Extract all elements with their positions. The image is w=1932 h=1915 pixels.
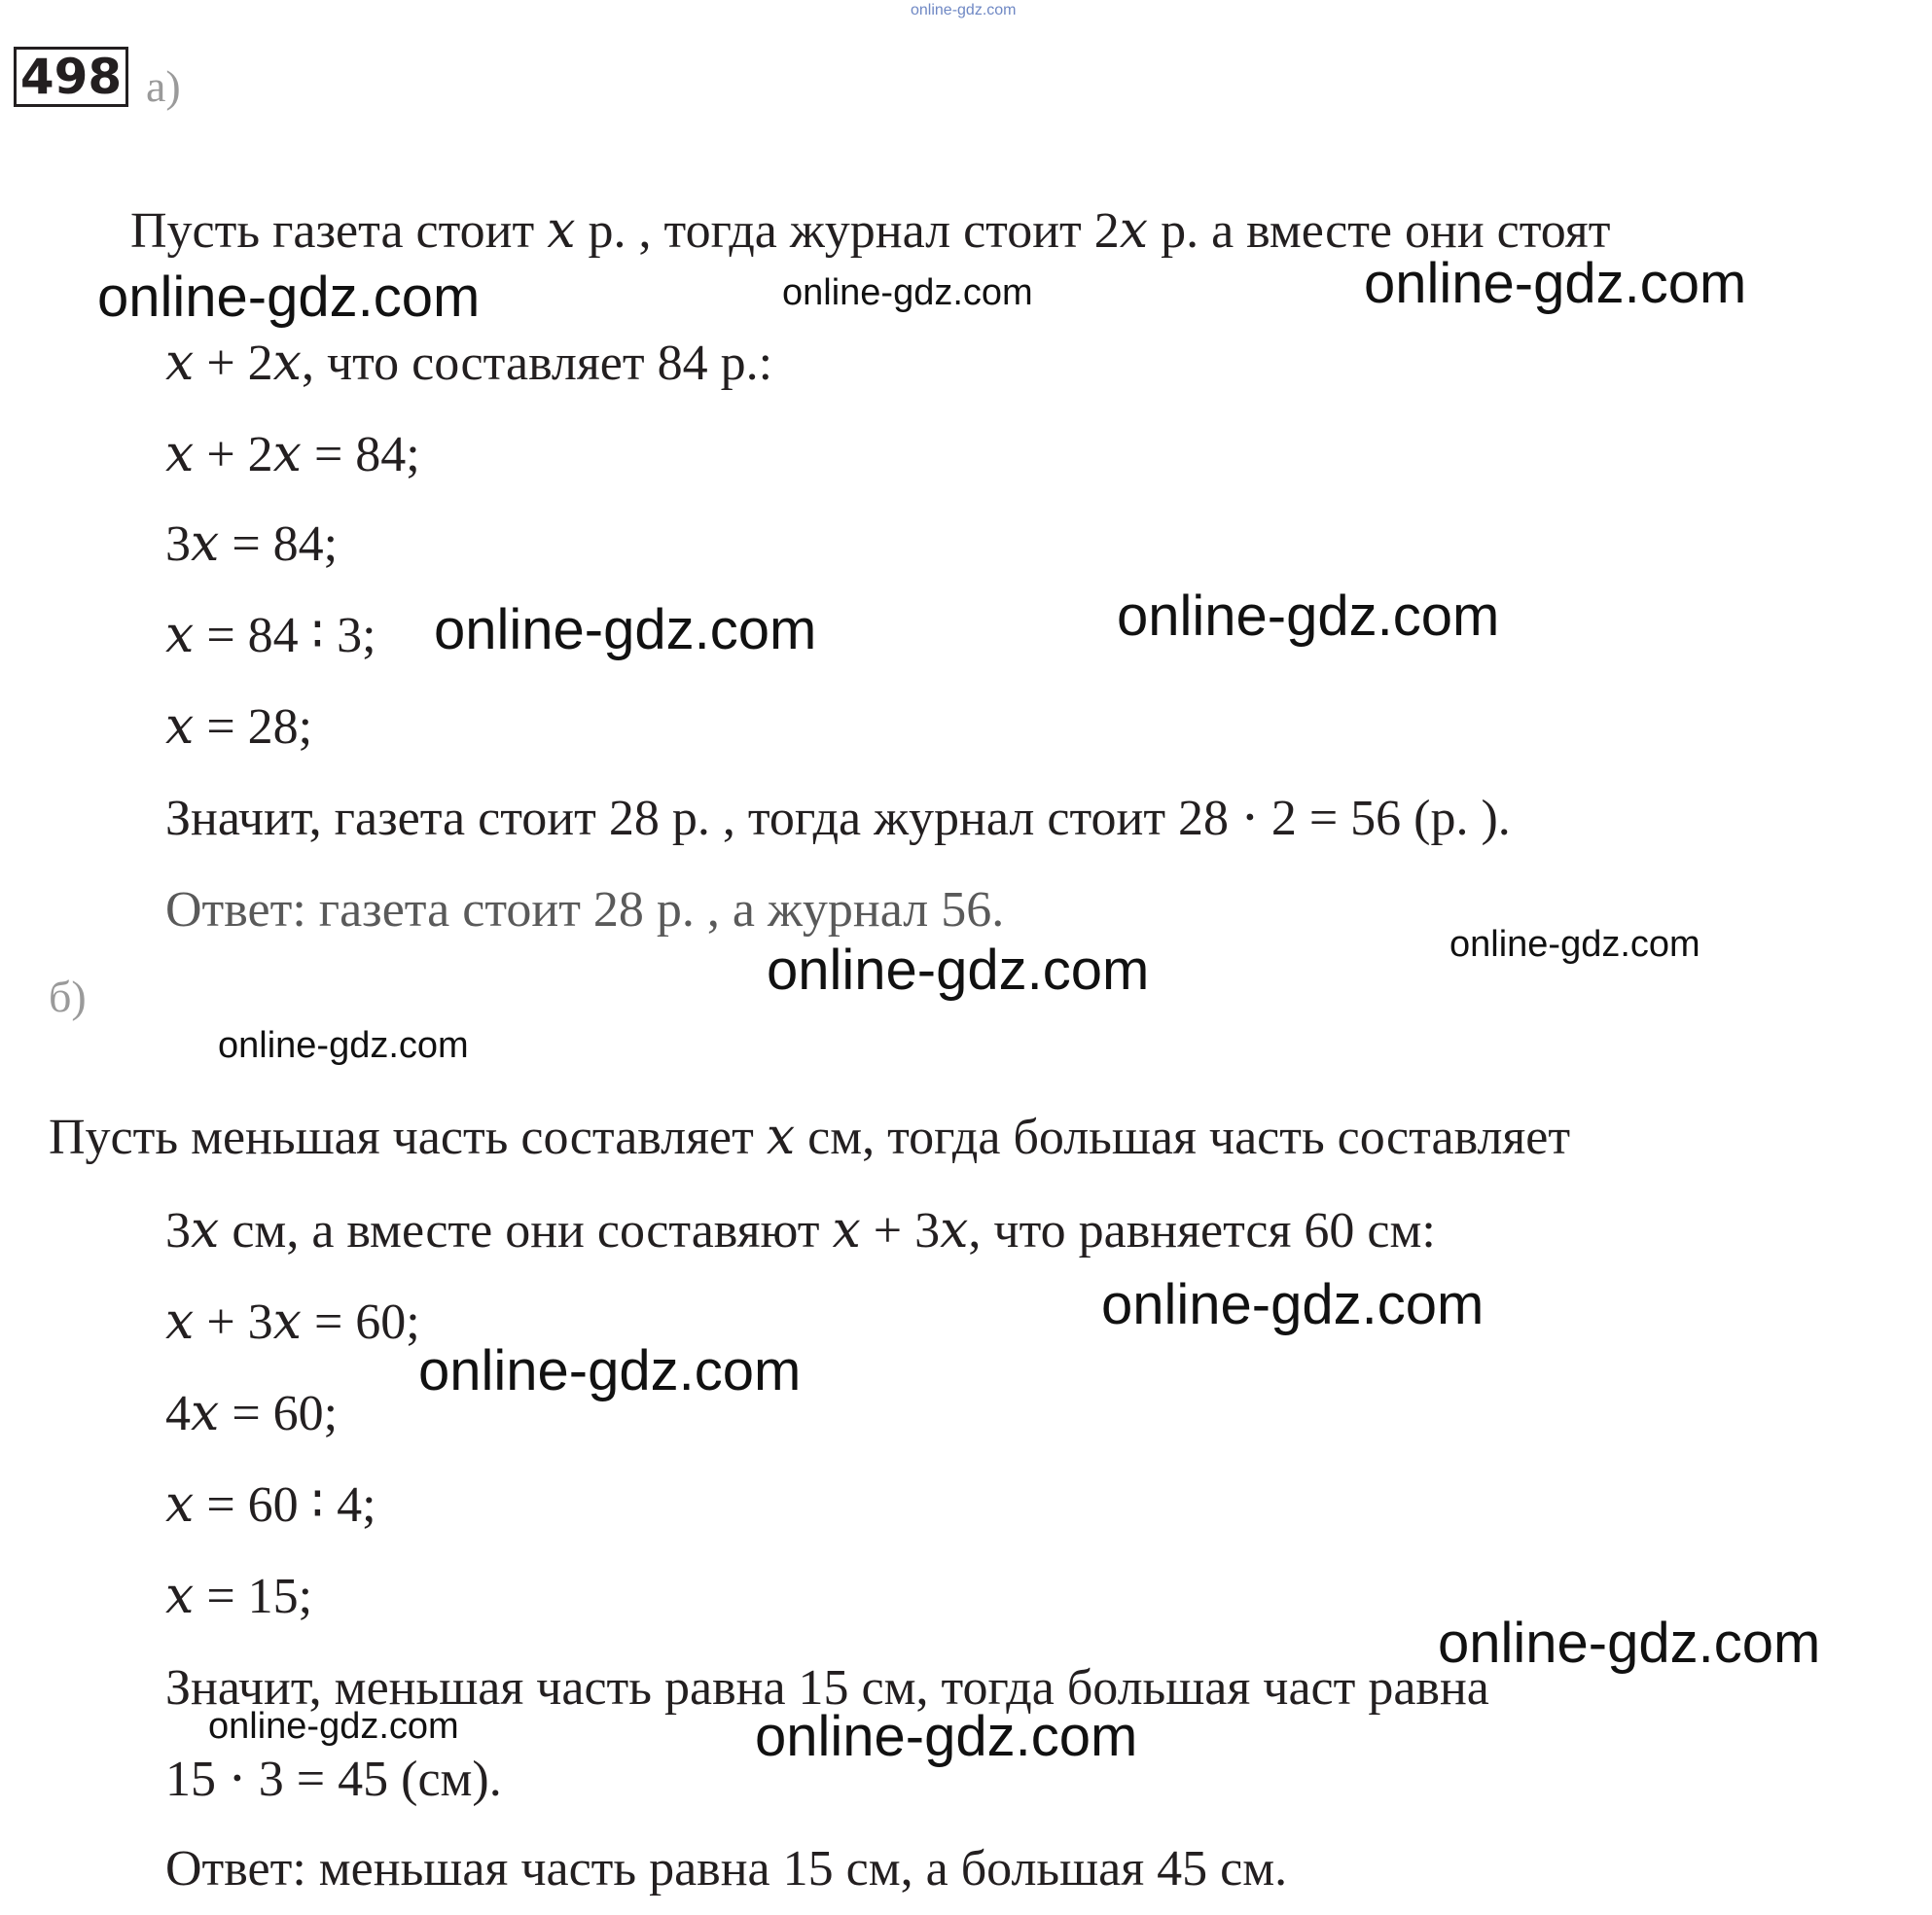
part-a-line: 𝑥 + 2𝑥 = 84; <box>165 427 420 482</box>
watermark: online-gdz.com <box>755 1705 1138 1768</box>
problem-number-box: 498 <box>14 47 128 107</box>
part-a-line: Значит, газета стоит 28 р. , тогда журнал стоит 28 ⋅ 2 = 56 (р. ). <box>165 791 1511 846</box>
part-b-line: Пусть меньшая часть составляет 𝑥 см, тогда большая часть составляет <box>49 1110 1571 1165</box>
watermark: online-gdz.com <box>1101 1273 1485 1336</box>
top-watermark: online-gdz.com <box>911 2 1017 18</box>
part-a-line: 𝑥 = 84 ∶ 3; <box>165 608 376 663</box>
part-b-line: Значит, меньшая часть равна 15 см, тогда большая част равна <box>165 1660 1489 1716</box>
part-b-label: б) <box>49 972 87 1021</box>
watermark: online-gdz.com <box>418 1339 802 1402</box>
part-a-line: Пусть газета стоит 𝑥 р. , тогда журнал стоит 2𝑥 р. а вместе они стоят <box>130 203 1611 259</box>
watermark: online-gdz.com <box>434 598 817 661</box>
part-a-line: 𝑥 = 28; <box>165 699 313 755</box>
watermark: online-gdz.com <box>218 1025 469 1066</box>
part-a-line: 𝑥 + 2𝑥, что составляет 84 р.: <box>165 336 773 391</box>
watermark: online-gdz.com <box>1117 585 1500 648</box>
part-b-line: 𝑥 = 60 ∶ 4; <box>165 1477 376 1533</box>
watermark: online-gdz.com <box>208 1706 459 1747</box>
watermark: online-gdz.com <box>767 939 1150 1002</box>
part-b-line: 𝑥 = 15; <box>165 1569 313 1624</box>
watermark: online-gdz.com <box>97 266 481 329</box>
part-a-line: 3𝑥 = 84; <box>165 516 339 572</box>
part-b-line: 𝑥 + 3𝑥 = 60; <box>165 1294 420 1350</box>
part-a-label: а) <box>146 61 181 111</box>
watermark: online-gdz.com <box>1364 252 1747 315</box>
watermark: online-gdz.com <box>782 272 1033 313</box>
watermark: online-gdz.com <box>1449 924 1700 965</box>
watermark: online-gdz.com <box>1438 1612 1821 1675</box>
part-b-answer: Ответ: меньшая часть равна 15 см, а большая 45 см. <box>165 1841 1288 1897</box>
part-b-line: 3𝑥 см, а вместе они составяют 𝑥 + 3𝑥, что равняется 60 см: <box>165 1203 1436 1259</box>
part-a-answer: Ответ: газета стоит 28 р. , а журнал 56. <box>165 882 1005 938</box>
part-b-line: 15 ⋅ 3 = 45 (см). <box>165 1752 502 1807</box>
part-b-line: 4𝑥 = 60; <box>165 1386 339 1441</box>
